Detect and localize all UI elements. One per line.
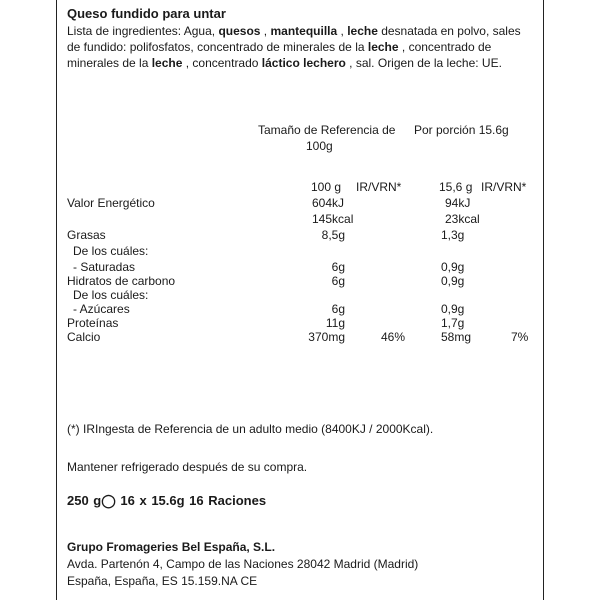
nutrient-label: Calcio — [67, 330, 101, 344]
col-header-ir-portion: IR/VRN* — [481, 180, 527, 194]
value-per-portion: 58mg — [441, 330, 472, 344]
quantity-line: 250 g◯ 16 x 15.6g 16 Raciones — [67, 493, 267, 508]
value-per-portion: 23kcal — [445, 212, 480, 226]
footnote: (*) IRIngesta de Referencia de un adulto medio (8400KJ / 2000Kcal). — [67, 422, 434, 436]
col-header-ir-100g: IR/VRN* — [356, 180, 402, 194]
value-per-100g: 8,5g — [321, 228, 345, 242]
product-title: Queso fundido para untar — [67, 6, 226, 21]
nutrient-label: Proteínas — [67, 316, 119, 330]
ingredients-list — [67, 23, 537, 71]
value-per-100g: 6g — [331, 260, 345, 274]
allergen-text: mantequilla — [270, 24, 338, 38]
ingredient-text: , concentrado de minerales de la — [67, 40, 492, 70]
storage-note: Mantener refrigerado después de su compra. — [67, 460, 308, 474]
value-per-portion: 0,9g — [441, 302, 465, 316]
nutrient-label: Hidratos de carbono — [67, 274, 176, 288]
ingredient-text: , — [260, 24, 271, 38]
value-per-100g: 370mg — [308, 330, 345, 344]
company-address: Avda. Partenón 4, Campo de las Naciones 28042 Madrid (Madrid) — [67, 557, 419, 571]
value-per-portion: 94kJ — [445, 196, 471, 210]
col-header-100g: 100 g — [311, 180, 342, 194]
nutrient-label: - Azúcares — [73, 302, 130, 316]
nutrient-label: Valor Energético — [67, 196, 155, 210]
header-reference-amount: 100g — [306, 139, 333, 153]
nutrient-label: De los cuáles: — [73, 244, 149, 258]
value-per-portion: 1,3g — [441, 228, 465, 242]
allergen-text: leche — [151, 56, 183, 70]
value-per-100g: 6g — [331, 274, 345, 288]
allergen-text: láctico lechero — [261, 56, 346, 70]
value-per-100g: 145kcal — [312, 212, 354, 226]
ir-percent-100g: 46% — [381, 330, 406, 344]
company-name: Grupo Fromageries Bel España, S.L. — [67, 540, 276, 554]
value-per-100g: 6g — [331, 302, 345, 316]
ingredient-text: desnatada en polvo, sales de fundido: polifosfatos, concentrado de minerales de la — [67, 24, 521, 54]
nutrient-label: De los cuáles: — [73, 288, 149, 302]
ingredient-text: Lista de ingredientes: Agua, — [67, 24, 219, 38]
value-per-100g: 11g — [325, 316, 345, 330]
company-country: España, España, ES 15.159.NA CE — [67, 574, 258, 588]
col-header-156g: 15,6 g — [439, 180, 473, 194]
value-per-portion: 0,9g — [441, 260, 465, 274]
allergen-text: quesos — [218, 24, 261, 38]
ingredient-text: , sal. Origen de la leche: UE. — [345, 56, 502, 70]
ingredient-text: , concentrado — [182, 56, 262, 70]
value-per-portion: 0,9g — [441, 274, 465, 288]
allergen-text: leche — [347, 24, 378, 38]
value-per-portion: 1,7g — [441, 316, 465, 330]
nutrient-label: - Saturadas — [73, 260, 136, 274]
value-per-100g: 604kJ — [312, 196, 345, 210]
header-per-portion: Por porción 15.6g — [414, 123, 509, 137]
allergen-text: leche — [367, 40, 399, 54]
header-reference-size: Tamaño de Referencia de — [258, 123, 396, 137]
ingredient-text: , — [337, 24, 348, 38]
ir-percent-portion: 7% — [511, 330, 529, 344]
nutrient-label: Grasas — [67, 228, 106, 242]
